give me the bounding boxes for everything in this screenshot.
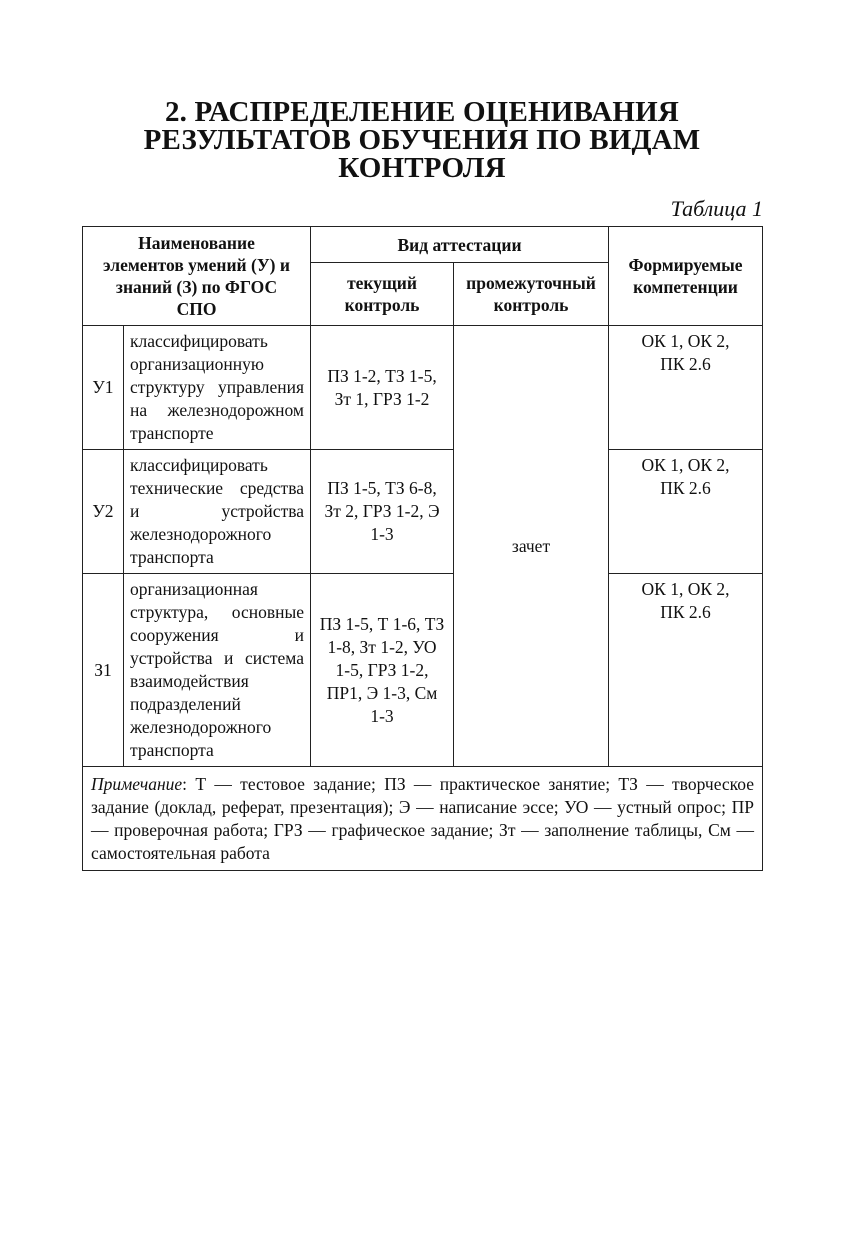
table-row [83, 450, 763, 574]
table-note [83, 767, 763, 871]
header-current-control: текущий контроль [311, 263, 454, 326]
table-row [83, 574, 763, 767]
row-current-control: ПЗ 1-5, Т 1-6, ТЗ 1-8, Зт 1-2, УО 1-5, ГРЗ 1-2, ПР1, Э 1-3, См 1-3 [311, 574, 454, 767]
assessment-table [82, 226, 763, 871]
row-description: классифицировать технические средства и устройства железнодорожного транспорта [124, 450, 311, 574]
row-current-control: ПЗ 1-2, ТЗ 1-5, Зт 1, ГРЗ 1-2 [311, 326, 454, 450]
row-current-control: ПЗ 1-5, ТЗ 6-8, Зт 2, ГРЗ 1-2, Э 1-3 [311, 450, 454, 574]
header-intermediate-control: промежуточный контроль [454, 263, 609, 326]
header-row [83, 227, 763, 263]
title-line-1: 2. РАСПРЕДЕЛЕНИЕ ОЦЕНИВАНИЯ [164, 96, 680, 128]
title-line-2: РЕЗУЛЬТАТОВ ОБУЧЕНИЯ ПО ВИДАМ [143, 124, 701, 156]
table-row [83, 326, 763, 450]
row-competencies: ОК 1, ОК 2, ПК 2.6 [609, 326, 763, 450]
header-competencies: Формируемые компетенции [609, 227, 763, 326]
page-title [82, 98, 762, 182]
header-attestation: Вид аттестации [311, 227, 609, 263]
note-row [83, 767, 763, 871]
row-code: У1 [83, 326, 124, 450]
intermediate-control-value: зачет [454, 326, 609, 767]
row-description: организационная структура, основные сооружения и устройства и система взаимодействия подразделений железнодорожного транспорта [124, 574, 311, 767]
row-competencies: ОК 1, ОК 2, ПК 2.6 [609, 574, 763, 767]
note-label: Примечание [91, 774, 183, 794]
header-elements: Наименование элементов умений (У) и знаний (З) по ФГОС СПО [83, 227, 311, 326]
row-code: У2 [83, 450, 124, 574]
note-text: : Т — тестовое задание; ПЗ — практическое занятие; ТЗ — творческое задание (доклад, реферат, презентация); Э — написание эссе; УО — устный опрос; ПР — проверочная работа; ГРЗ — графическое задание; Зт — заполнение таблицы, См — самостоятельная работа [91, 774, 755, 863]
table-label: Таблица 1 [670, 196, 763, 221]
row-description: классифицировать организационную структуру управления на железнодорожном транспорте [124, 326, 311, 450]
row-code: З1 [83, 574, 124, 767]
title-line-3: КОНТРОЛЯ [338, 152, 506, 184]
row-competencies: ОК 1, ОК 2, ПК 2.6 [609, 450, 763, 574]
